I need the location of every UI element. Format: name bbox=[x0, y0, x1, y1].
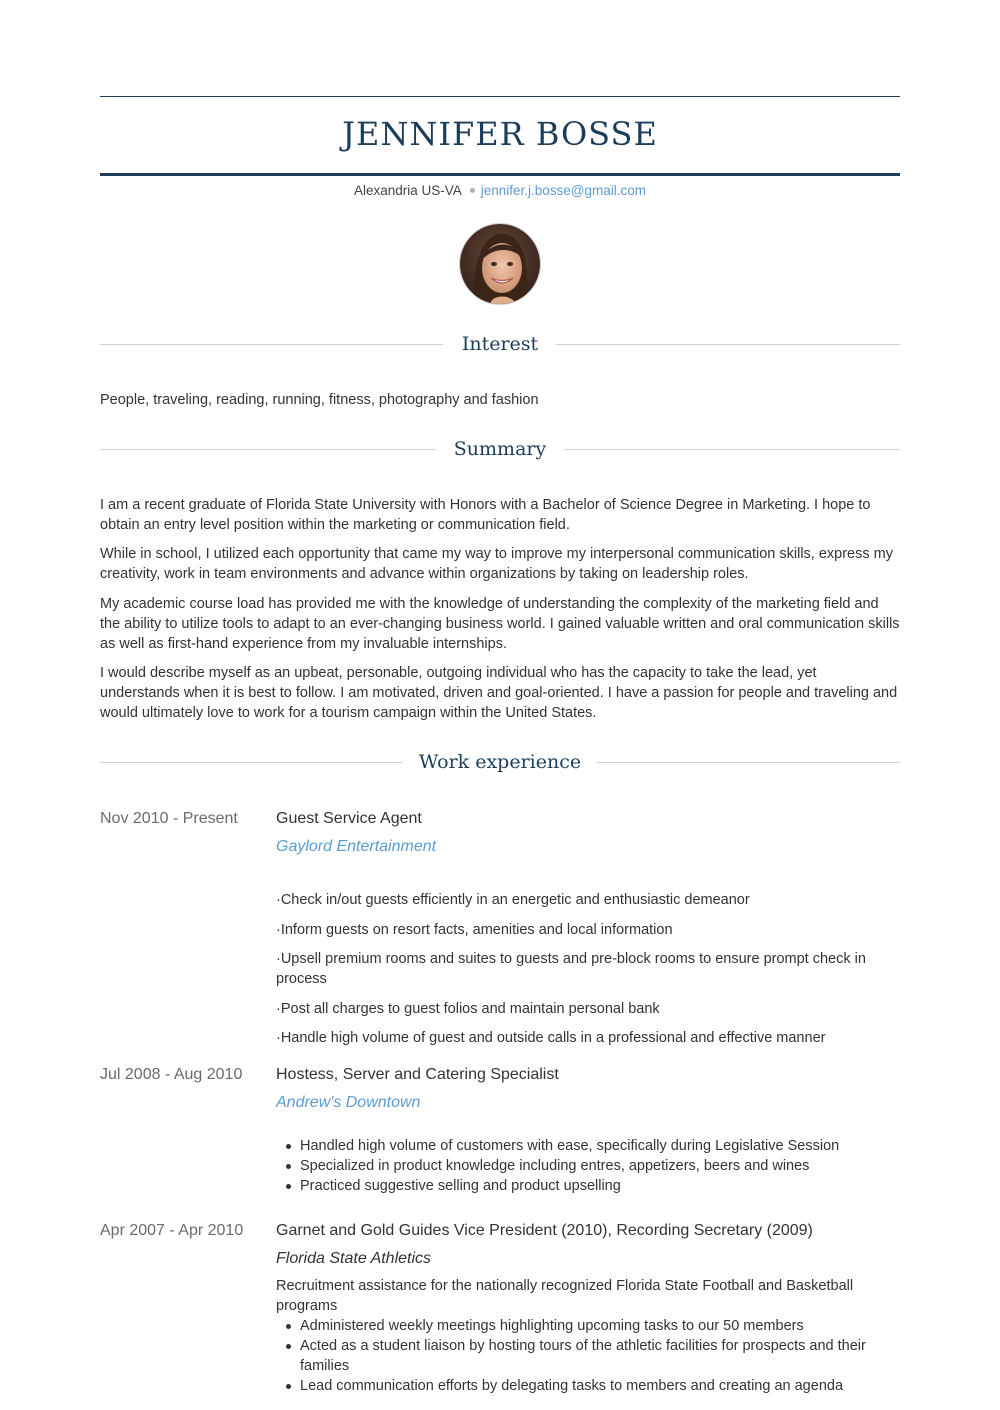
summary-paragraph: My academic course load has provided me with the knowledge of understanding the complexity of the marketing field and the ability to utilize tools to adapt to an ever-changing business world. I gained valuable written and oral communication skills as well as first-hand experience from my invaluable internships. bbox=[100, 596, 900, 652]
header-bottom-rule bbox=[100, 173, 900, 176]
list-item-text: Specialized in product knowledge including entres, appetizers, beers and wines bbox=[300, 1158, 810, 1174]
bullet-icon bbox=[286, 1384, 291, 1389]
job-company-link[interactable]: Gaylord Entertainment bbox=[276, 838, 437, 855]
job-title: Guest Service Agent bbox=[276, 810, 422, 827]
interest-text: People, traveling, reading, running, fitness, photography and fashion bbox=[100, 392, 539, 408]
list-item bbox=[276, 1316, 900, 1336]
separator-dot-icon bbox=[470, 188, 475, 193]
job-dates: Jul 2008 - Aug 2010 bbox=[100, 1066, 243, 1083]
bullet-icon bbox=[286, 1144, 291, 1149]
summary-paragraph: While in school, I utilized each opportunity that came my way to improve my interpersonal communication skills, express my creativity, work in team environments and advance within organizations by taking on leadership roles. bbox=[100, 546, 893, 582]
section-interest-heading bbox=[100, 329, 900, 359]
avatar bbox=[460, 224, 540, 304]
section-title: Summary bbox=[453, 438, 547, 460]
list-item bbox=[276, 1156, 900, 1176]
job-dates: Nov 2010 - Present bbox=[100, 810, 238, 827]
bullet-icon bbox=[286, 1324, 291, 1329]
job-duty-line: ·Inform guests on resort facts, amenities and local information bbox=[276, 922, 673, 938]
list-item bbox=[276, 1176, 900, 1196]
contact-line bbox=[100, 182, 900, 200]
list-item-text: Practiced suggestive selling and product upselling bbox=[300, 1178, 621, 1194]
header-top-rule bbox=[100, 96, 900, 97]
profile-photo-icon bbox=[460, 224, 540, 304]
section-work-heading bbox=[100, 747, 900, 777]
list-item-text: Acted as a student liaison by hosting tours of the athletic facilities for prospects and their families bbox=[300, 1338, 866, 1374]
summary-paragraph: I would describe myself as an upbeat, personable, outgoing individual who has the capacity to take the lead, yet understands when it is best to follow. I am motivated, driven and goal-oriented. I have a passion for people and traveling and would ultimately love to work for a tourism campaign within the United States. bbox=[100, 665, 898, 721]
list-item-text: Lead communication efforts by delegating tasks to members and creating an agenda bbox=[300, 1378, 844, 1394]
location-text: Alexandria US-VA bbox=[353, 183, 462, 198]
section-title: Interest bbox=[461, 333, 539, 355]
list-item bbox=[276, 1376, 900, 1396]
bullet-icon bbox=[286, 1164, 291, 1169]
summary-paragraph: I am a recent graduate of Florida State University with Honors with a Bachelor of Science Degree in Marketing. I hope to obtain an entry level position within the marketing or communication field. bbox=[100, 497, 871, 533]
job-title: Hostess, Server and Catering Specialist bbox=[276, 1066, 559, 1083]
list-item bbox=[276, 1136, 900, 1156]
job-intro: Recruitment assistance for the nationally recognized Florida State Football and Basketball programs bbox=[276, 1278, 854, 1314]
list-item bbox=[276, 1336, 900, 1376]
candidate-name: JENNIFER BOSSE bbox=[342, 115, 658, 153]
job-dates: Apr 2007 - Apr 2010 bbox=[100, 1222, 244, 1239]
list-item-text: Administered weekly meetings highlighting upcoming tasks to our 50 members bbox=[300, 1318, 804, 1334]
email-link[interactable]: jennifer.j.bosse@gmail.com bbox=[480, 183, 647, 198]
section-summary-heading bbox=[100, 434, 900, 464]
job-company-link[interactable]: Andrew's Downtown bbox=[276, 1094, 421, 1111]
bullet-icon bbox=[286, 1184, 291, 1189]
list-item-text: Handled high volume of customers with ease, specifically during Legislative Session bbox=[300, 1138, 840, 1154]
job-duty-line: ·Handle high volume of guest and outside calls in a professional and effective manner bbox=[276, 1030, 826, 1046]
job-duty-line: ·Check in/out guests efficiently in an energetic and enthusiastic demeanor bbox=[276, 892, 750, 908]
job-duty-line: ·Upsell premium rooms and suites to guests and pre-block rooms to ensure prompt check in process bbox=[276, 951, 866, 987]
job-company: Florida State Athletics bbox=[276, 1250, 432, 1267]
section-title: Work experience bbox=[418, 751, 582, 773]
bullet-icon bbox=[286, 1344, 291, 1349]
job-duty-line: ·Post all charges to guest folios and maintain personal bank bbox=[276, 1001, 660, 1017]
job-title: Garnet and Gold Guides Vice President (2010), Recording Secretary (2009) bbox=[276, 1222, 813, 1239]
